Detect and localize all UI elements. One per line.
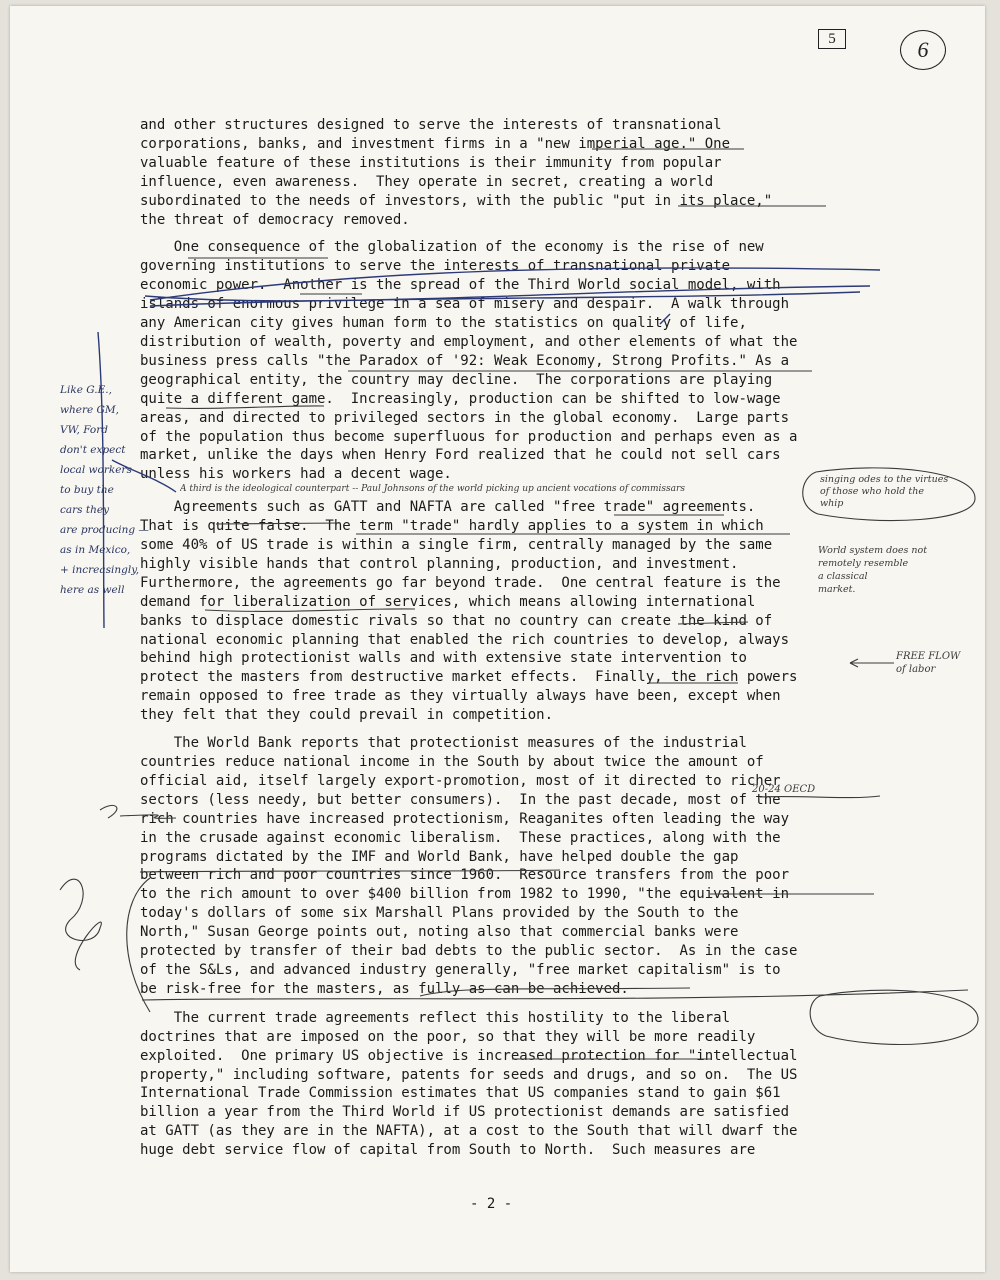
paragraph-1: and other structures designed to serve the interests of transnational corporations, banks, and investment firms in a "new imperial age." One valuable feature of these institutions is their immunity from popular influence, even awareness. They operate in secret, creating a world subordinated to the needs of investors, with the public "put in its place," the threat of democracy removed. (140, 117, 773, 228)
inserted-ideological-note: A third is the ideological counterpart -- Paul Johnsons of the world picking up ancient vocations of commissars (180, 484, 685, 494)
paragraph-2: One consequence of the globalization of the economy is the rise of new governing institutions to serve the interests of transnational private economic power. Another is the spread of the Third World social model, with islands of enormous privilege in a sea of misery and despair. A walk through any American city gives human form to the statistics on quality of life, distribution of wealth, poverty and employment, and other elements of what the business press calls "the Paradox of '92: Weak Economy, Strong Profits." As a geographical entity, the country may decline. The corporations are playing quite a different game. Increasingly, production can be shifted to low-wage areas, and directed to privileged sectors in the global economy. Large parts of the population thus become superfluous for production and perhaps even as a market, unlike the days when Henry Ford realized that he could not sell cars unless his workers had a decent wage. (140, 239, 798, 483)
paragraph-3: Agreements such as GATT and NAFTA are called "free trade" agreements. That is quite false. The term "trade" hardly applies to a system in which some 40% of US trade is within a single firm, centrally managed by the same highly visible hands that control planning, production, and investment. Furthermore, the agreements go far beyond trade. One central feature is the demand for liberalization of services, which means allowing international banks to displace domestic rivals so that no country can create the kind of national economic planning that enabled the rich countries to develop, always behind high protectionist walls and with extensive state intervention to protect the masters from destructive market effects. Finally, the rich powers remain opposed to free trade as they virtually always have been, except when they felt that they could prevail in competition. (140, 499, 798, 724)
right-free-flow-note: FREE FLOW of labor (896, 651, 961, 675)
typed-text-body (140, 116, 890, 1169)
right-singing-note: singing odes to the virtues of those who hold the whip (820, 474, 949, 509)
circled-page-number: 6 (900, 30, 946, 70)
page-number: - 2 - (470, 1196, 513, 1212)
boxed-page-number: 5 (818, 29, 846, 49)
paragraph-4: The World Bank reports that protectionist measures of the industrial countries reduce national income in the South by about twice the amount of official aid, itself largely export-promotion, most of it directed to richer sectors (less needy, but better consumers). In the past decade, most of the rich countries have increased protectionism, Reaganites often leading the way in the crusade against economic liberalism. These practices, along with the programs dictated by the IMF and World Bank, have helped double the gap between rich and poor countries since 1960. Resource transfers from the poor to the rich amount to over $400 billion from 1982 to 1990, "the equivalent in today's dollars of some six Marshall Plans provided by the South to the North," Susan George points out, noting also that commercial banks were protected by transfer of their bad debts to the public sector. As in the case of the S&Ls, and advanced industry generally, "free market capitalism" is to be risk-free for the masters, as fully as can be achieved. (140, 735, 798, 997)
paragraph-5: The current trade agreements reflect this hostility to the liberal doctrines that are imposed on the poor, so that they will be more readily exploited. One primary US objective is increased protection for "intellectual property," including software, patents for seeds and drugs, and so on. The US International Trade Commission estimates that US companies stand to gain $61 billion a year from the Third World if US protectionist demands are satisfied at GATT (as they are in the NAFTA), at a cost to the South that will dwarf the huge debt service flow of capital from South to North. Such measures are (140, 1009, 798, 1159)
right-world-system-note: World system does not remotely resemble a classical market. (818, 545, 928, 595)
left-margin-note: Like G.E., where GM, VW, Ford don't expect local workers to buy the cars they are producing as in Mexico, + increasingly, here as well (60, 384, 140, 596)
oecd-note: 20-24 OECD (752, 784, 816, 795)
